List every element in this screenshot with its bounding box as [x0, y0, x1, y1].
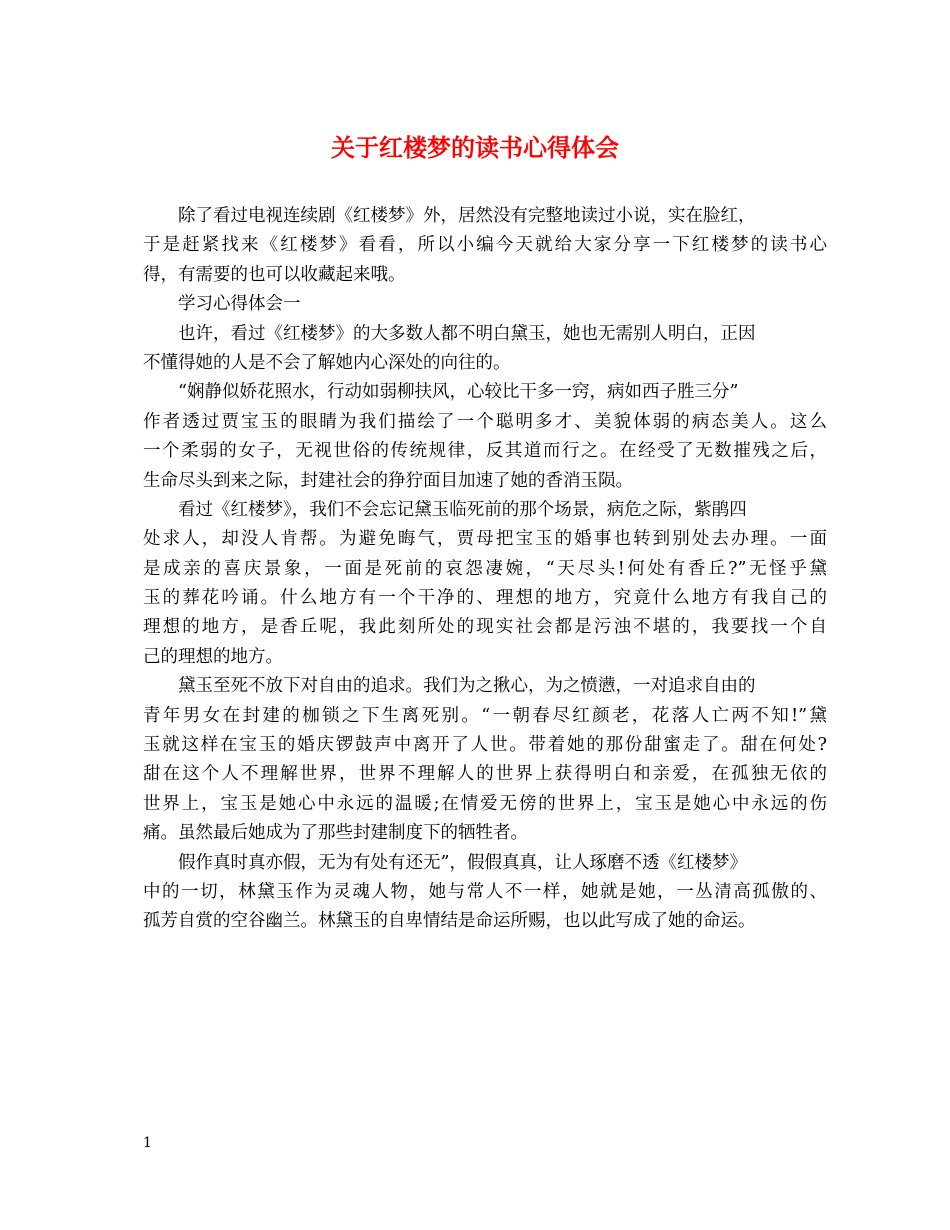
document-body [143, 202, 827, 937]
text-line: 痛。虽然最后她成为了那些封建制度下的牺牲者。 [143, 823, 528, 844]
text-line: 于是赶紧找来《红楼梦》看看，所以小编今天就给大家分享一下红楼梦的读书心 [143, 235, 827, 256]
text-line: 除了看过电视连续剧《红楼梦》外，居然没有完整地读过小说，实在脸红， [178, 206, 756, 226]
text-line: 看过《红楼梦》，我们不会忘记黛玉临死前的那个场景，病危之际，紫鹃四 [178, 499, 747, 520]
text-line: 也许，看过《红楼梦》的大多数人都不明白黛玉，她也无需别人明白，正因 [178, 323, 756, 344]
text-line: 一个柔弱的女子，无视世俗的传统规律，反其道而行之。在经受了无数摧残之后， [143, 441, 827, 462]
text-line: “娴静似娇花照水，行动如弱柳扶风，心较比干多一窍，病如西子胜三分” [178, 382, 739, 403]
text-line: 己的理想的地方。 [143, 646, 283, 667]
text-line: 处求人，却没人肯帮。为避免晦气，贾母把宝玉的婚事也转到别处去办理。一面 [143, 529, 827, 550]
text-line: 玉就这样在宝玉的婚庆锣鼓声中离开了人世。带着她的那份甜蜜走了。甜在何处? [143, 735, 827, 756]
text-line: 作者透过贾宝玉的眼睛为我们描绘了一个聪明多才、美貌体弱的病态美人。这么 [143, 411, 827, 432]
document-title: 关于红楼梦的读书心得体会 [331, 133, 619, 162]
section-heading: 学习心得体会一 [178, 294, 301, 315]
text-line: 假作真时真亦假，无为有处有还无”，假假真真，让人琢磨不透《红楼梦》 [178, 852, 747, 873]
text-line: 是成亲的喜庆景象，一面是死前的哀怨凄婉，“天尽头!何处有香丘?”无怪乎黛 [143, 558, 827, 579]
text-line: 青年男女在封建的枷锁之下生离死别。“一朝春尽红颜老，花落人亡两不知!”黛 [143, 705, 827, 726]
text-line: 世界上，宝玉是她心中永远的温暖;在情爱无傍的世界上，宝玉是她心中永远的伤 [143, 793, 827, 814]
text-line: 得，有需要的也可以收藏起来哦。 [143, 264, 406, 285]
text-line: 理想的地方，是香丘呢，我此刻所处的现实社会都是污浊不堪的，我要找一个自 [143, 617, 827, 638]
page-number: 1 [143, 1135, 152, 1151]
text-line: 中的一切，林黛玉作为灵魂人物，她与常人不一样，她就是她，一丛清高孤傲的、 [143, 881, 827, 902]
text-line: 孤芳自赏的空谷幽兰。林黛玉的自卑情结是命运所赐，也以此写成了她的命运。 [143, 911, 756, 932]
text-line: 玉的葬花吟诵。什么地方有一个干净的、理想的地方，究竟什么地方有我自己的 [143, 588, 827, 609]
text-line: 黛玉至死不放下对自由的追求。我们为之揪心，为之愤懑，一对追求自由的 [178, 676, 756, 697]
text-line: 不懂得她的人是不会了解她内心深处的向往的。 [143, 352, 511, 373]
text-line: 生命尽头到来之际，封建社会的狰狞面目加速了她的香消玉陨。 [143, 470, 633, 491]
text-line: 甜在这个人不理解世界，世界不理解人的世界上获得明白和亲爱，在孤独无依的 [143, 764, 827, 785]
